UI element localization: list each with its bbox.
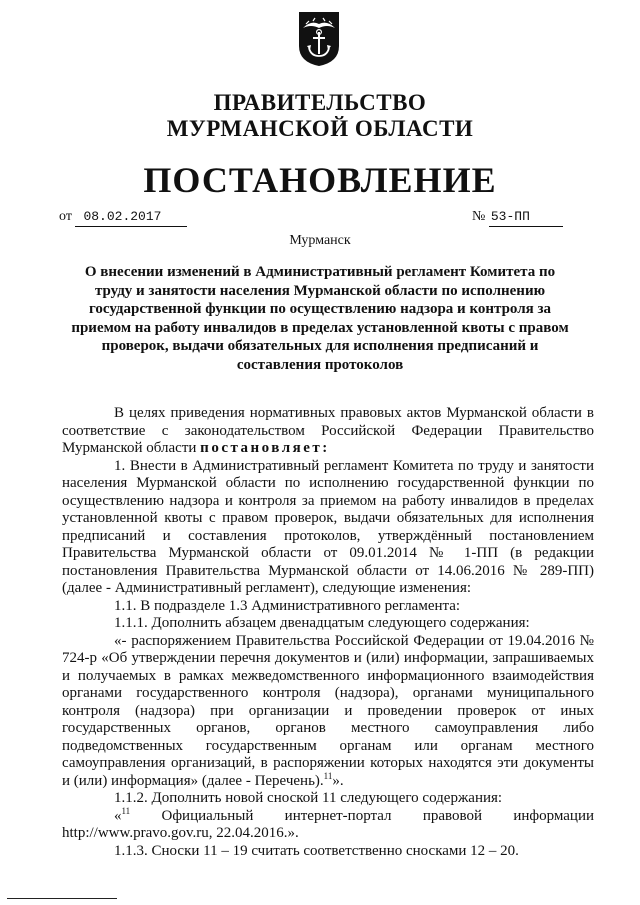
footnote-number: 11 (121, 805, 131, 816)
paragraph-footnote (62, 805, 594, 843)
document-date (59, 208, 187, 227)
number-value: 53-ПП (489, 208, 563, 227)
quote-text: «- распоряжением Правительства Российской Федерации от 19.04.2016 № 724-р «Об утверждении перечня документов и (или) информации, запрашиваемых и получаемых в рамках межведомственного информационного взаимодействия органами государственного контроля (надзора), органами муниципального контроля (надзора) при организации и проведении проверок от иных государственных органов, органов местного самоуправления либо подведомственных государственным органам или органам местного самоуправления организаций, в распоряжении которых находятся эти документы и (или) информация» (далее - Перечень). (62, 632, 594, 789)
date-value: 08.02.2017 (75, 208, 187, 227)
paragraph-quote (62, 633, 594, 791)
quote-end: ». (332, 772, 344, 789)
footnote-ref: 11 (323, 770, 333, 781)
paragraph-1: 1. Внести в Административный регламент Комитета по труду и занятости населения Мурманской области по исполнению государственной функции по осуществлению надзора и контроля за приемом на работу инвалидов в пределах установленной квоты с правом проверок, выдачи обязательных для исполнения предписаний и составления протоколов, утверждённый постановлением Правительства Мурманской области от 09.01.2014 № 1-ПП (в редакции постановления Правительства Мурманской области от 14.06.2016 № 289-ПП) (далее - Административный регламент), следующие изменения: (62, 457, 594, 596)
document-body (62, 405, 594, 860)
decree-word: постановляет: (200, 440, 330, 456)
government-name-line2: МУРМАНСКОЙ ОБЛАСТИ (166, 116, 474, 141)
government-name-line1: ПРАВИТЕЛЬСТВО (213, 90, 427, 115)
city: Мурманск (289, 233, 351, 248)
footnote-divider (7, 898, 117, 899)
paragraph-1-1-3: 1.1.3. Сноски 11 – 19 считать соответственно сносками 12 – 20. (114, 842, 519, 859)
footnote-open: « (114, 807, 122, 824)
paragraph-1-1-1: 1.1.1. Дополнить абзацем двенадцатым следующего содержания: (114, 615, 530, 631)
murmansk-coat-of-arms-icon (297, 10, 341, 68)
date-prefix: от (59, 209, 72, 224)
paragraph-1-1-2: 1.1.2. Дополнить новой сноской 11 следующего содержания: (114, 790, 503, 806)
footnote-text: Официальный интернет-портал правовой информации http://www.pravo.gov.ru, 22.04.2016.». (62, 807, 594, 841)
document-type-heading: ПОСТАНОВЛЕНИЕ (143, 160, 497, 200)
number-prefix: № (472, 209, 486, 224)
document-number (472, 208, 563, 227)
paragraph-preamble (62, 405, 594, 458)
document-title: О внесении изменений в Административный регламент Комитета по труду и занятости населения Мурманской области по исполнению государственной функции по осуществлению надзора и контроля за приемом на работу инвалидов в пределах установленной квоты с правом проверок, выдачи обязательных для исполнения предписаний и составления протоколов (71, 264, 569, 373)
preamble-text: В целях приведения нормативных правовых актов Мурманской области в соответствие с законодательством Российской Федерации Правительство Мурманской области (62, 405, 594, 456)
paragraph-1-1: 1.1. В подразделе 1.3 Административного регламента: (114, 597, 461, 614)
